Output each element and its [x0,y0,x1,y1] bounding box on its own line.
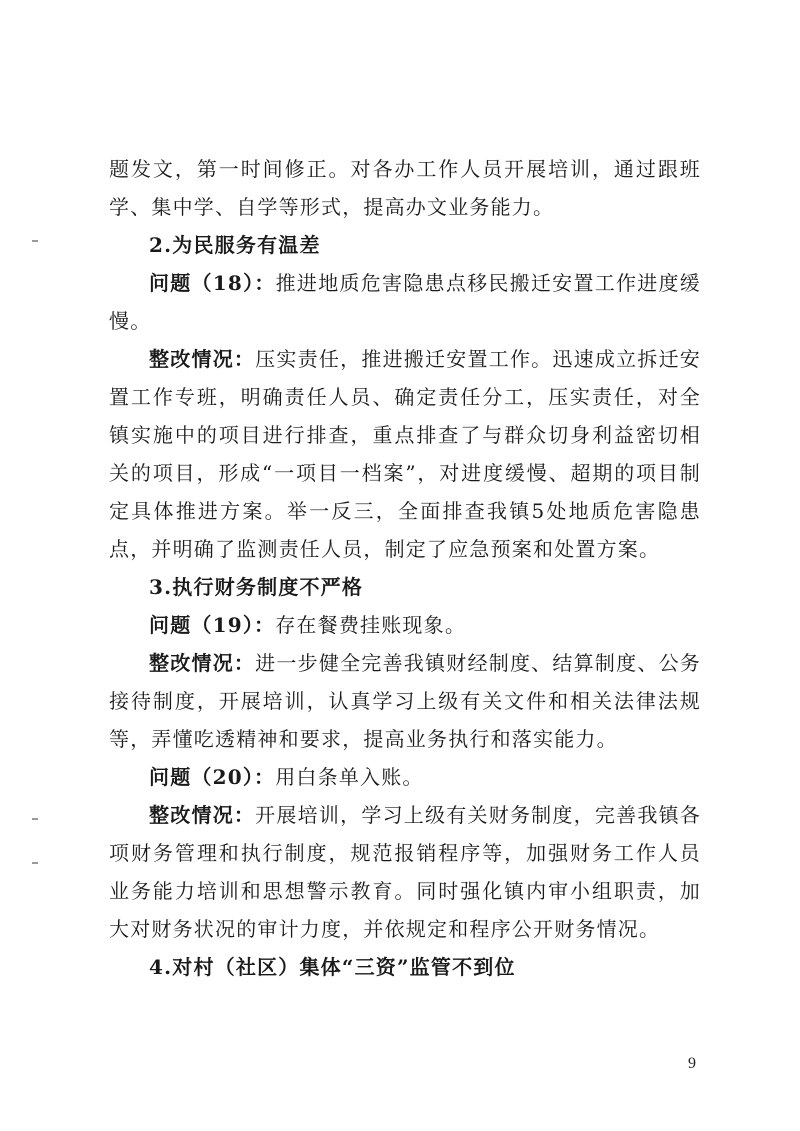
page-number: 9 [688,1055,696,1072]
issue-text: 存在餐费挂账现象。 [275,613,467,637]
section-heading-text: 3.执行财务制度不严格 [149,575,364,599]
margin-mark [32,240,38,242]
paragraph [109,150,701,226]
section-heading-text: 2.为民服务有温差 [149,233,321,257]
section-heading [109,568,701,606]
section-heading [109,226,701,264]
rectification-paragraph [109,644,701,758]
section-heading [109,948,701,986]
issue-label: 问题（18）： [149,271,276,295]
issue-paragraph [109,758,701,796]
rectification-text: 开展培训，学习上级有关财务制度，完善我镇各项财务管理和执行制度，规范报销程序等，加强财务工作人员业务能力培训和思想警示教育。同时强化镇内审小组职责，加大对财务状况的审计力度，并依规定和程序公开财务情况。 [109,803,702,941]
rectification-paragraph [109,340,701,568]
issue-label: 问题（19）： [149,613,276,637]
margin-mark [32,862,38,864]
rectification-label: 整改情况： [149,347,256,371]
rectification-text: 进一步健全完善我镇财经制度、结算制度、公务接待制度，开展培训，认真学习上级有关文件和相关法律法规等，弄懂吃透精神和要求，提高业务执行和落实能力。 [109,651,702,751]
issue-label: 问题（20）： [149,765,276,789]
margin-mark [32,818,38,820]
rectification-label: 整改情况： [149,651,256,675]
issue-text: 推进地质危害隐患点移民搬迁安置工作进度缓慢。 [109,271,701,333]
rectification-paragraph [109,796,701,948]
rectification-text: 压实责任，推进搬迁安置工作。迅速成立拆迁安置工作专班，明确责任人员、确定责任分工，压实责任，对全镇实施中的项目进行排查，重点排查了与群众切身利益密切相关的项目，形成“一项目一档案”，对进度缓慢、超期的项目制定具体推进方案。举一反三，全面排查我镇5处地质危害隐患点，并明确了监测责任人员，制定了应急预案和处置方案。 [109,347,702,561]
issue-paragraph [109,264,701,340]
issue-paragraph [109,606,701,644]
issue-text: 用白条单入账。 [275,765,424,789]
paragraph-text: 题发文，第一时间修正。对各办工作人员开展培训，通过跟班学、集中学、自学等形式，提高办文业务能力。 [109,157,701,219]
section-heading-text: 4.对村（社区）集体“三资”监管不到位 [149,955,516,979]
document-body [109,150,701,986]
rectification-label: 整改情况： [149,803,256,827]
